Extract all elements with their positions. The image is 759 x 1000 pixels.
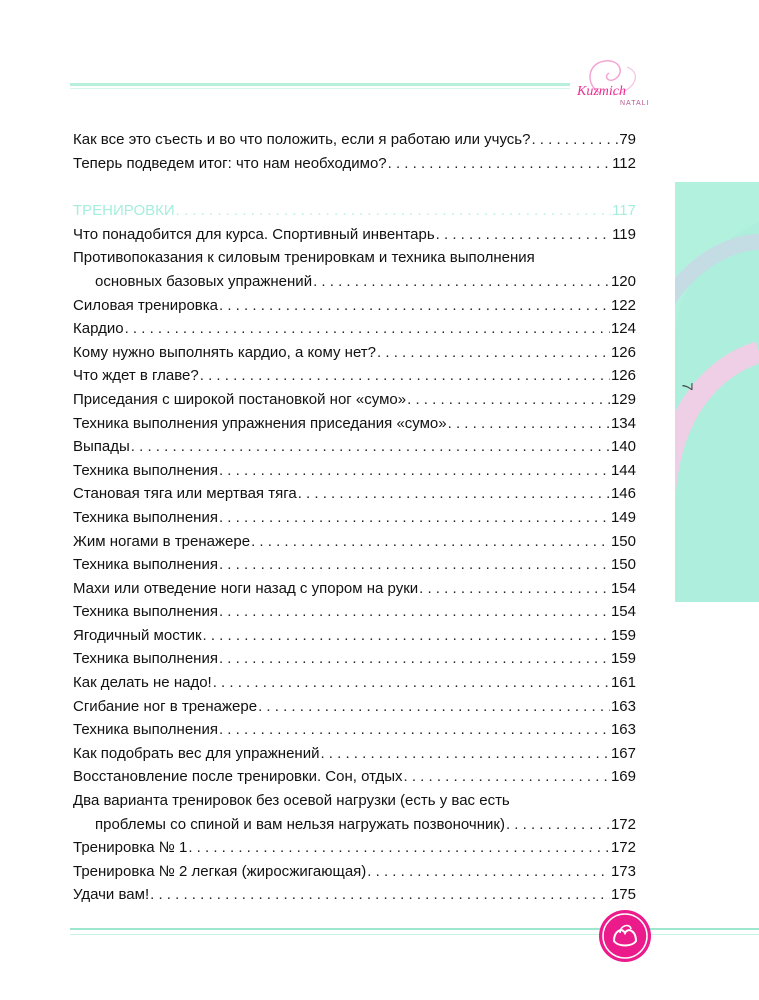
toc-leader-dots: [531, 128, 618, 152]
toc-leader-dots: [258, 695, 610, 719]
toc-entry-title: Техника выполнения: [73, 556, 218, 574]
toc-leader-dots: [448, 412, 610, 436]
toc-entry-title: Тренировка № 1: [73, 839, 188, 857]
toc-entry-title: Приседания с широкой постановкой ног «сумо»: [73, 390, 407, 408]
toc-leader-dots: [200, 364, 610, 388]
toc-leader-dots: [367, 860, 610, 884]
toc-entry-page: 119: [612, 225, 636, 243]
toc-entry-page: 172: [610, 815, 636, 833]
toc-entry-page: 124: [610, 320, 636, 338]
toc-leader-dots: [407, 388, 610, 412]
toc-leader-dots: [298, 482, 610, 506]
toc-entry-page: 154: [610, 579, 636, 597]
toc-leader-dots: [436, 223, 611, 247]
toc-entry-page: 126: [610, 343, 636, 361]
toc-entry-page: 172: [610, 839, 636, 857]
top-rule: [70, 83, 570, 86]
toc-leader-dots: [404, 765, 610, 789]
toc-entry-page: 167: [610, 744, 636, 762]
toc-entry-page: 126: [610, 367, 636, 385]
toc-leader-dots: [131, 435, 610, 459]
bottom-rule-thin: [70, 934, 600, 935]
toc-entry-title: Жим ногами в тренажере: [73, 532, 251, 550]
toc-entry[interactable]: [73, 695, 636, 719]
toc-leader-dots: [251, 530, 610, 554]
toc-entry[interactable]: [73, 624, 636, 648]
toc-leader-dots: [213, 671, 610, 695]
toc-leader-dots: [188, 836, 610, 860]
toc-entry[interactable]: [73, 128, 636, 152]
toc-entry[interactable]: [73, 530, 636, 554]
toc-entry[interactable]: [73, 765, 636, 789]
toc-entry-page: 144: [610, 461, 636, 479]
toc-entry-page: 146: [610, 485, 636, 503]
toc-entry[interactable]: [73, 482, 636, 506]
side-page-number: 7: [678, 382, 696, 391]
toc-entry-title: Сгибание ног в тренажере: [73, 697, 258, 715]
toc-entry-title: Как все это съесть и во что положить, если я работаю или учусь?: [73, 131, 531, 148]
toc-entry-page: 175: [610, 886, 636, 904]
toc-entry[interactable]: [73, 388, 636, 412]
toc-entry-title: Кому нужно выполнять кардио, а кому нет?: [73, 343, 377, 361]
toc-entry-title: Становая тяга или мертвая тяга: [73, 485, 297, 503]
toc-entry-page: 159: [610, 626, 636, 644]
toc-entry-title: основных базовых упражнений: [95, 272, 313, 290]
toc-entry[interactable]: [73, 506, 636, 530]
toc-leader-dots: [388, 152, 611, 176]
toc-entry-page: 163: [610, 697, 636, 715]
bottom-rule: [70, 928, 600, 930]
toc-entry-title: Техника выполнения упражнения приседания «сумо»: [73, 414, 447, 432]
logo-text: Kuzmich: [577, 84, 626, 99]
toc-entry[interactable]: [73, 836, 636, 860]
toc-entry-title: Теперь подведем итог: что нам необходимо?: [73, 154, 387, 172]
toc-entry-title: Как делать не надо!: [73, 674, 212, 692]
toc-entry-title: Техника выполнения: [73, 603, 218, 621]
toc-section-trainings[interactable]: [73, 199, 636, 223]
toc-leader-dots: [219, 553, 610, 577]
kuzmich-logo: [565, 55, 660, 110]
toc-entry[interactable]: [73, 223, 636, 247]
toc-leader-dots: [219, 506, 610, 530]
toc-entry-title: Техника выполнения: [73, 650, 218, 668]
toc-leader-dots: [203, 624, 610, 648]
toc-leader-dots: [377, 341, 610, 365]
top-rule-thin: [70, 88, 570, 89]
toc-entry[interactable]: [73, 742, 636, 766]
toc-leader-dots: [219, 459, 610, 483]
toc-entry[interactable]: [73, 294, 636, 318]
toc-section-title: ТРЕНИРОВКИ: [73, 202, 175, 220]
toc-entry-title: Махи или отведение ноги назад с упором на руки: [73, 579, 419, 597]
toc-entry-page: 161: [610, 674, 636, 692]
toc-entry-page: 169: [610, 768, 636, 786]
toc-leader-dots: [219, 718, 610, 742]
table-of-contents: [73, 128, 636, 907]
bottom-rule-right: [650, 928, 759, 930]
toc-entry[interactable]: [73, 152, 636, 176]
toc-entry-title: Техника выполнения: [73, 508, 218, 526]
toc-entry-line1[interactable]: Два варианта тренировок без осевой нагрузки (есть у вас есть: [73, 792, 510, 810]
toc-entry[interactable]: [73, 412, 636, 436]
toc-leader-dots: [320, 742, 610, 766]
toc-leader-dots: [125, 317, 610, 341]
toc-entry-title: проблемы со спиной и вам нельзя нагружать позвоночник): [95, 815, 505, 833]
toc-entry[interactable]: [73, 341, 636, 365]
toc-entry-title: Силовая тренировка: [73, 296, 219, 314]
toc-entry-page: 79: [619, 131, 636, 148]
toc-entry[interactable]: [73, 718, 636, 742]
toc-entry-title: Ягодичный мостик: [73, 626, 202, 644]
toc-entry[interactable]: [73, 860, 636, 884]
toc-leader-dots: [150, 883, 610, 907]
toc-leader-dots: [506, 813, 610, 837]
toc-entry[interactable]: [73, 813, 636, 837]
toc-entry[interactable]: [73, 459, 636, 483]
toc-entry-title: Как подобрать вес для упражнений: [73, 744, 320, 762]
toc-entry[interactable]: [73, 270, 636, 294]
toc-entry-title: Выпады: [73, 438, 130, 456]
toc-entry-page: 129: [610, 390, 636, 408]
toc-entry-title: Восстановление после тренировки. Сон, отдых: [73, 768, 403, 786]
toc-entry-title: Техника выполнения: [73, 721, 218, 739]
toc-entry[interactable]: [73, 553, 636, 577]
toc-entry-page: 112: [612, 154, 636, 172]
page-badge: [598, 909, 652, 963]
toc-entry-title: Кардио: [73, 320, 124, 338]
toc-entry-page: 122: [610, 296, 636, 314]
toc-entry-page: 150: [610, 532, 636, 550]
toc-entry-page: 120: [610, 272, 636, 290]
toc-entry-page: 140: [610, 438, 636, 456]
toc-entry[interactable]: [73, 317, 636, 341]
toc-entry-page: 149: [610, 508, 636, 526]
toc-leader-dots: [313, 270, 610, 294]
toc-entry-title: Тренировка № 2 легкая (жиросжигающая): [73, 862, 367, 880]
toc-entry[interactable]: [73, 647, 636, 671]
toc-entry[interactable]: [73, 364, 636, 388]
toc-leader-dots: [219, 600, 610, 624]
toc-entry-title: Техника выполнения: [73, 461, 218, 479]
toc-entry[interactable]: [73, 435, 636, 459]
toc-entry-page: 173: [610, 862, 636, 880]
toc-entry-page: 159: [610, 650, 636, 668]
toc-entry[interactable]: [73, 883, 636, 907]
toc-leader-dots: [419, 577, 610, 601]
toc-entry-title: Удачи вам!: [73, 886, 150, 904]
toc-entry-line1[interactable]: Противопоказания к силовым тренировкам и техника выполнения: [73, 249, 535, 267]
toc-entry[interactable]: [73, 671, 636, 695]
toc-leader-dots: [219, 647, 610, 671]
bottom-rule-right-thin: [650, 934, 759, 935]
toc-section-page: 117: [612, 202, 636, 220]
toc-leader-dots: [219, 294, 610, 318]
toc-entry-page: 163: [610, 721, 636, 739]
toc-entry[interactable]: [73, 600, 636, 624]
logo-subtext: NATALI: [620, 100, 650, 107]
side-decoration: [675, 182, 759, 622]
toc-entry-title: Что понадобится для курса. Спортивный инвентарь: [73, 225, 435, 243]
toc-entry-page: 150: [610, 556, 636, 574]
toc-entry-title: Что ждет в главе?: [73, 367, 199, 385]
toc-entry[interactable]: [73, 577, 636, 601]
toc-entry-page: 154: [610, 603, 636, 621]
toc-entry-page: 134: [610, 414, 636, 432]
